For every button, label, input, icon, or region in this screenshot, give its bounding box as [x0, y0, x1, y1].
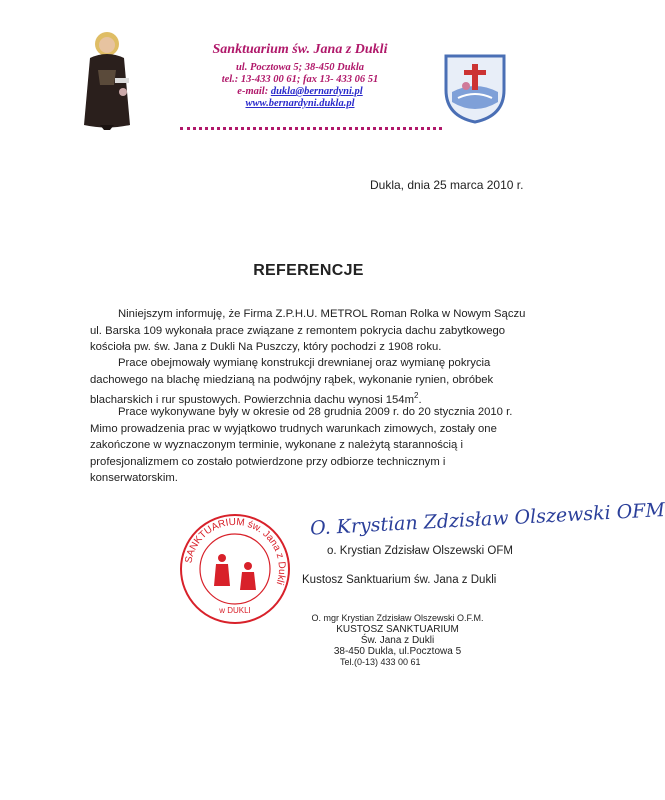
signatory-name: o. Krystian Zdzisław Olszewski OFM: [327, 545, 513, 557]
name-stamp: [300, 613, 495, 667]
letterhead-email-line: [170, 86, 430, 97]
website-link[interactable]: www.bernardyni.dukla.pl: [245, 98, 355, 109]
name-stamp-line-5: Tel.(0-13) 433 00 61: [340, 657, 421, 667]
saint-image: [70, 30, 145, 130]
paragraph-3: Prace wykonywane były w okresie od 28 grudnia 2009 r. do 20 stycznia 2010 r. Mimo prowadzenia prac w wyjątkowo trudnych warunkach zimowych, zostały one zakończone w wyznaczonym terminie, wykonane z należytą starannością i profesjonalizmem co zostało potwierdzone przy odbiorze technicznym i konserwatorskim.: [90, 406, 513, 484]
paragraph-1: Niniejszym informuję, że Firma Z.P.H.U. METROL Roman Rolka w Nowym Sączu ul. Barska 109 wykonała prace związane z remontem pokrycia dachu zabytkowego kościoła pw. św. Jana z Dukli Na Puszczy, który pochodzi z 1908 roku.: [90, 308, 526, 353]
name-stamp-line-1: O. mgr Krystian Zdzisław Olszewski O.F.M.: [311, 613, 484, 623]
letterhead-divider: [180, 127, 442, 133]
stamp-figures: [214, 554, 256, 590]
letterhead-website-line: [170, 98, 430, 109]
letter-date: Dukla, dnia 25 marca 2010 r.: [370, 178, 524, 192]
paragraph-2-superscript: 2: [414, 391, 419, 400]
round-stamp: [178, 512, 292, 626]
paragraph-2-text: Prace obejmowały wymianę konstrukcji drewnianej oraz wymianę pokrycia dachowego na blachę miedzianą na podwójny rąbek, wykonanie rynien, obróbek blacharskich i rur spustowych. Powierzchnia dachu wynosi 154m: [90, 357, 494, 406]
round-stamp-bottom: w DUKLI: [219, 606, 251, 615]
handwritten-signature: O. Krystian Zdzisław Olszewski OFM: [309, 499, 665, 540]
name-stamp-line-2: KUSTOSZ SANKTUARIUM: [336, 624, 459, 635]
letterhead-address: ul. Pocztowa 5; 38-450 Dukla: [235, 62, 365, 73]
email-label: e-mail:: [237, 86, 269, 97]
coat-of-arms-emblem: [438, 50, 512, 124]
name-stamp-line-3: Św. Jana z Dukli: [360, 635, 435, 646]
paragraph-2: [90, 355, 530, 408]
name-stamp-line-4: 38-450 Dukla, ul.Pocztowa 5: [333, 646, 462, 657]
signatory-role: Kustosz Sanktuarium św. Jana z Dukli: [302, 574, 497, 586]
paragraph-2-end: .: [418, 393, 422, 406]
letterhead-phone: tel.: 13-433 00 61; fax 13- 433 06 51: [221, 74, 379, 85]
svg-text:SANKTUARIUM św. Jana z Dukli: [183, 517, 287, 586]
email-link[interactable]: dukla@bernardyni.pl: [270, 86, 363, 97]
round-stamp-text: SANKTUARIUM św. Jana z Dukli: [183, 516, 288, 587]
letterhead-title: Sanktuarium św. Jana z Dukli: [212, 42, 388, 57]
letter-title: REFERENCJE: [253, 262, 364, 279]
